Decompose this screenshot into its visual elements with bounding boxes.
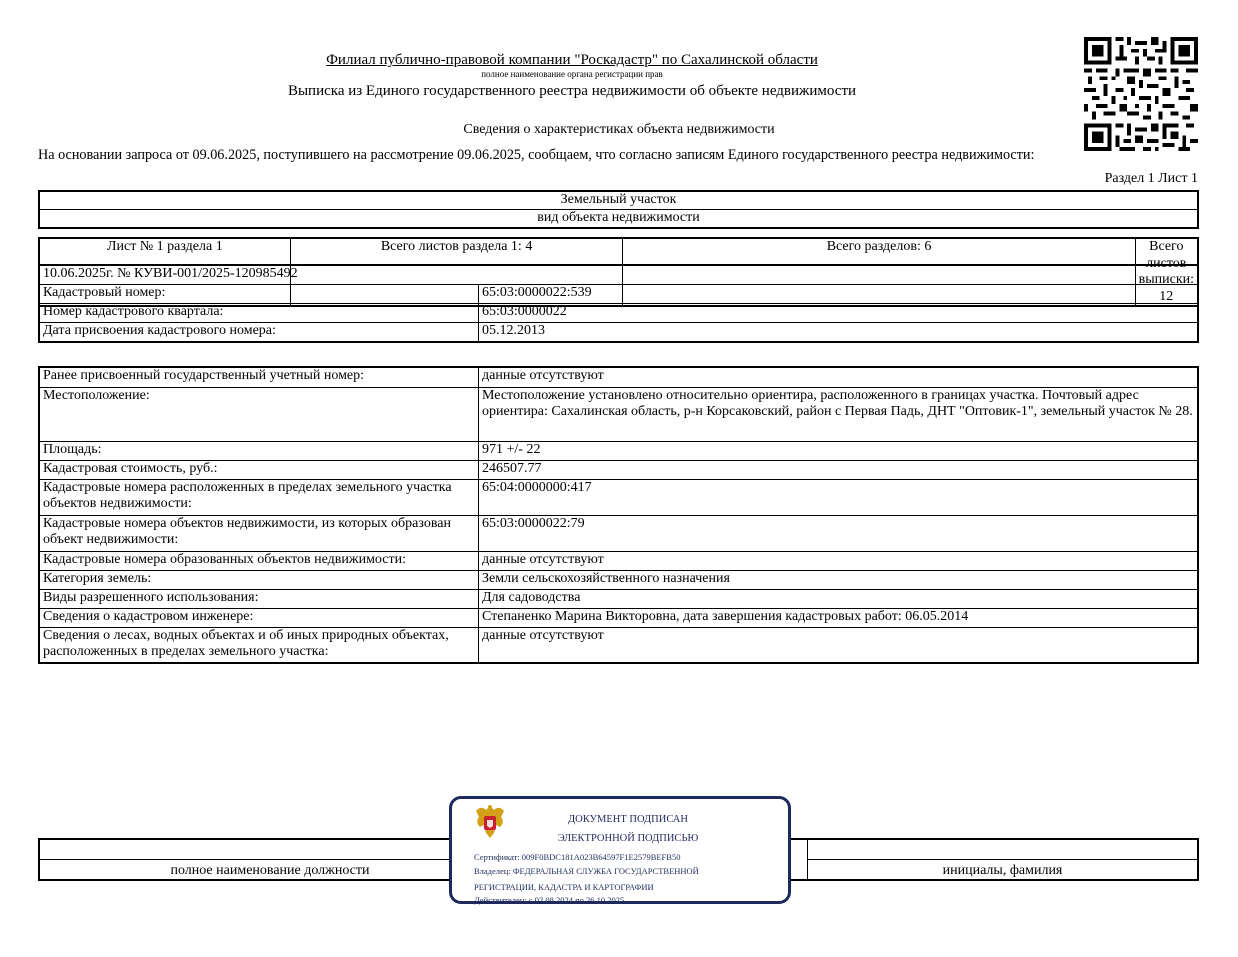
table-row [39,323,1198,343]
row-label: Категория земель: [39,570,479,589]
row-value: данные отсутствуют [479,367,1199,387]
row-value: 65:03:0000022 [479,304,1199,323]
row-value: Для садоводства [479,589,1199,608]
row-value: Местоположение установлено относительно ориентира, расположенного в границах участка. Почтовый адрес ориентира: Сахалинская область, р-н Корсаковский, район с Первая Падь, ДНТ "Оптовик-1", земельный участок № 28. [479,387,1199,441]
row-label: Сведения о лесах, водных объектах и об иных природных объектах, расположенных в пределах земельного участка: [39,627,479,663]
row-label: Дата присвоения кадастрового номера: [39,323,479,343]
section-title: Сведения о характеристиках объекта недвижимости [463,122,775,137]
stamp-certificate: Сертификат: 009F0BDC181A023B64597F1E2579BEFB50 [474,852,681,862]
org-name: Филиал публично-правовой компании "Роскадастр" по Сахалинской области [326,52,818,68]
row-value: 65:04:0000000:417 [479,479,1199,515]
table-row [39,608,1198,627]
row-label: Виды разрешенного использования: [39,589,479,608]
table-row [39,285,1198,304]
position-label: полное наименование должности [39,860,501,881]
row-label: Кадастровые номера образованных объектов недвижимости: [39,551,479,570]
row-label: Кадастровые номера расположенных в пределах земельного участка объектов недвижимости: [39,479,479,515]
stamp-line-2: ЭЛЕКТРОННОЙ ПОДПИСЬЮ [557,833,699,844]
row-label: Сведения о кадастровом инженере: [39,608,479,627]
row-label: Ранее присвоенный государственный учетный номер: [39,367,479,387]
table-row [39,570,1198,589]
row-label: Кадастровая стоимость, руб.: [39,460,479,479]
identification-table [38,264,1199,343]
total-sheets-section: Всего листов раздела 1: 4 [290,238,623,306]
total-sections: Всего разделов: 6 [623,238,1135,306]
row-label: Кадастровый номер: [39,285,479,304]
row-label: Номер кадастрового квартала: [39,304,479,323]
position-blank [39,839,501,860]
section-sheet-label: Раздел 1 Лист 1 [1104,171,1198,186]
name-label: инициалы, фамилия [808,860,1199,881]
table-row [39,551,1198,570]
qr-code-icon [1084,37,1198,151]
table-row [39,387,1198,441]
row-value: 65:03:0000022:539 [479,285,1199,304]
row-value: 246507.77 [479,460,1199,479]
total-sheets: Всего листов выписки: 12 [1135,238,1198,306]
table-row [39,460,1198,479]
row-value: данные отсутствуют [479,627,1199,663]
table-row [39,627,1198,663]
row-value: 05.12.2013 [479,323,1199,343]
stamp-owner-1: Владелец: ФЕДЕРАЛЬНАЯ СЛУЖБА ГОСУДАРСТВЕННОЙ [474,866,699,876]
table-row [39,479,1198,515]
row-value: Степаненко Марина Викторовна, дата завершения кадастровых работ: 06.05.2014 [479,608,1199,627]
stamp-validity: Действителен: с 02.08.2024 по 26.10.2025 [474,895,625,905]
document-title: Выписка из Единого государственного реестра недвижимости об объекте недвижимости [287,83,857,99]
characteristics-table [38,366,1199,664]
object-type-label: вид объекта недвижимости [39,210,1198,229]
table-row [39,304,1198,323]
row-label: Местоположение: [39,387,479,441]
object-type-table [38,190,1199,229]
name-blank [808,839,1199,860]
row-value: 971 +/- 22 [479,441,1199,460]
sheet-number: Лист № 1 раздела 1 [39,238,290,306]
stamp-owner-2: РЕГИСТРАЦИИ, КАДАСТРА И КАРТОГРАФИИ [474,882,654,892]
table-row [39,589,1198,608]
object-type: Земельный участок [39,191,1198,210]
row-value: 65:03:0000022:79 [479,515,1199,551]
record-number: 10.06.2025г. № КУВИ-001/2025-120985492 [39,265,1198,285]
org-name-note: полное наименование органа регистрации прав [481,69,663,79]
table-row [39,515,1198,551]
row-value: данные отсутствуют [479,551,1199,570]
row-value: Земли сельскохозяйственного назначения [479,570,1199,589]
basis-text: На основании запроса от 09.06.2025, поступившего на рассмотрение 09.06.2025, сообщаем, что согласно записям Единого государственного реестра недвижимости: [38,147,1035,163]
row-label: Кадастровые номера объектов недвижимости, из которых образован объект недвижимости: [39,515,479,551]
e-signature-stamp [449,796,791,904]
table-row [39,441,1198,460]
stamp-line-1: ДОКУМЕНТ ПОДПИСАН [568,814,688,825]
row-label: Площадь: [39,441,479,460]
table-row [39,367,1198,387]
